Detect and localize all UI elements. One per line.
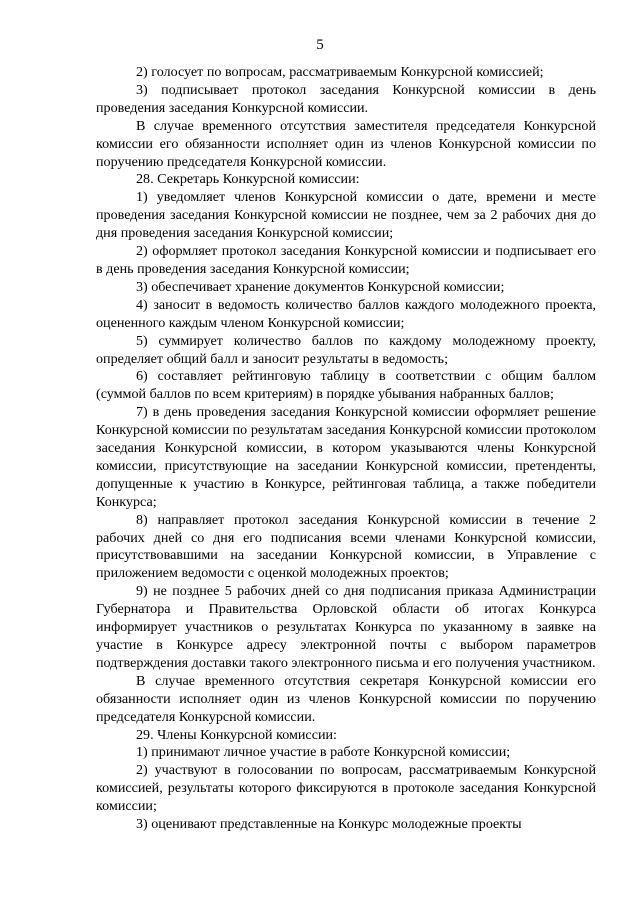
paragraph-clause-28-7: 7) в день проведения заседания Конкурсной комиссии оформляет решение Конкурсной комиссии по результатам заседания Конкурсной комиссии протоколом заседания Конкурсной комиссии, в котором указываются члены Конкурсной комиссии, присутствующие на заседании Конкурсной комиссии, претенденты, допущенные к участию в Конкурсе, рейтинговая таблица, а также победители Конкурса; [96,404,596,510]
paragraph-clause-28-6: 6) составляет рейтинговую таблицу в соответствии с общим баллом (суммой баллов по всем критериям) в порядке убывания набранных баллов; [96,368,596,403]
paragraph-clause-28-8: 8) направляет протокол заседания Конкурсной комиссии в течение 2 рабочих дней со дня его подписания всеми членами Конкурсной комиссии, присутствовавшими на заседании Конкурсной комиссии, в Управление с приложением ведомости с оценкой молодежных проектов; [96,511,596,582]
paragraph-clause-28-3: 3) обеспечивает хранение документов Конкурсной комиссии; [136,278,505,295]
paragraph-clause-27-3: 3) подписывает протокол заседания Конкурсной комиссии в день проведения заседания Конкурсной комиссии. [96,81,596,116]
paragraph-clause-29-heading: 29. Члены Конкурсной комиссии: [136,726,337,743]
paragraph-clause-29-1: 1) принимают личное участие в работе Конкурсной комиссии; [136,744,511,761]
paragraph-clause-27-2: 2) голосует по вопросам, рассматриваемым Конкурсной комиссией; [136,64,544,80]
paragraph-clause-28-9: 9) не позднее 5 рабочих дней со дня подписания приказа Администрации Губернатора и Правительства Орловской области об итогах Конкурса информирует участников о результатах Конкурса по указанному в заявке на участие в Конкурсе адресу электронной почты с выбором параметров подтверждения доставки такого электронного письма и его получения участником. [96,583,596,671]
paragraph-clause-28-2: 2) оформляет протокол заседания Конкурсной комиссии и подписывает его в день проведения заседания Конкурсной комиссии; [96,243,596,277]
document-body [96,64,596,834]
paragraph-clause-28-5: 5) суммирует количество баллов по каждому молодежному проекту, определяет общий балл и заносит результаты в ведомость; [96,332,596,367]
paragraph-clause-29-3: 3) оценивают представленные на Конкурс молодежные проекты [136,816,522,833]
paragraph-clause-28-4: 4) заносит в ведомость количество баллов каждого молодежного проекта, оцененного каждым членом Конкурсной комиссии; [96,296,596,331]
paragraph-deputy-absence: В случае временного отсутствия заместителя председателя Конкурсной комиссии его обязанности исполняет один из членов Конкурсной комиссии по поручению председателя Конкурсной комиссии. [96,117,596,170]
paragraph-clause-29-2: 2) участвуют в голосовании по вопросам, рассматриваемым Конкурсной комиссией, результаты которого фиксируются в протоколе заседания Конкурсной комиссии; [96,762,596,815]
paragraph-clause-28-heading: 28. Секретарь Конкурсной комиссии: [136,171,360,188]
paragraph-secretary-absence: В случае временного отсутствия секретаря Конкурсной комиссии его обязанности исполняет один из членов Конкурсной комиссии по поручению председателя Конкурсной комиссии. [96,672,596,725]
page-number: 5 [316,37,324,53]
paragraph-clause-28-1: 1) уведомляет членов Конкурсной комиссии о дате, времени и месте проведения заседания Конкурсной комиссии не позднее, чем за 2 рабочих дня до дня проведения заседания Конкурсной комиссии; [96,189,596,242]
